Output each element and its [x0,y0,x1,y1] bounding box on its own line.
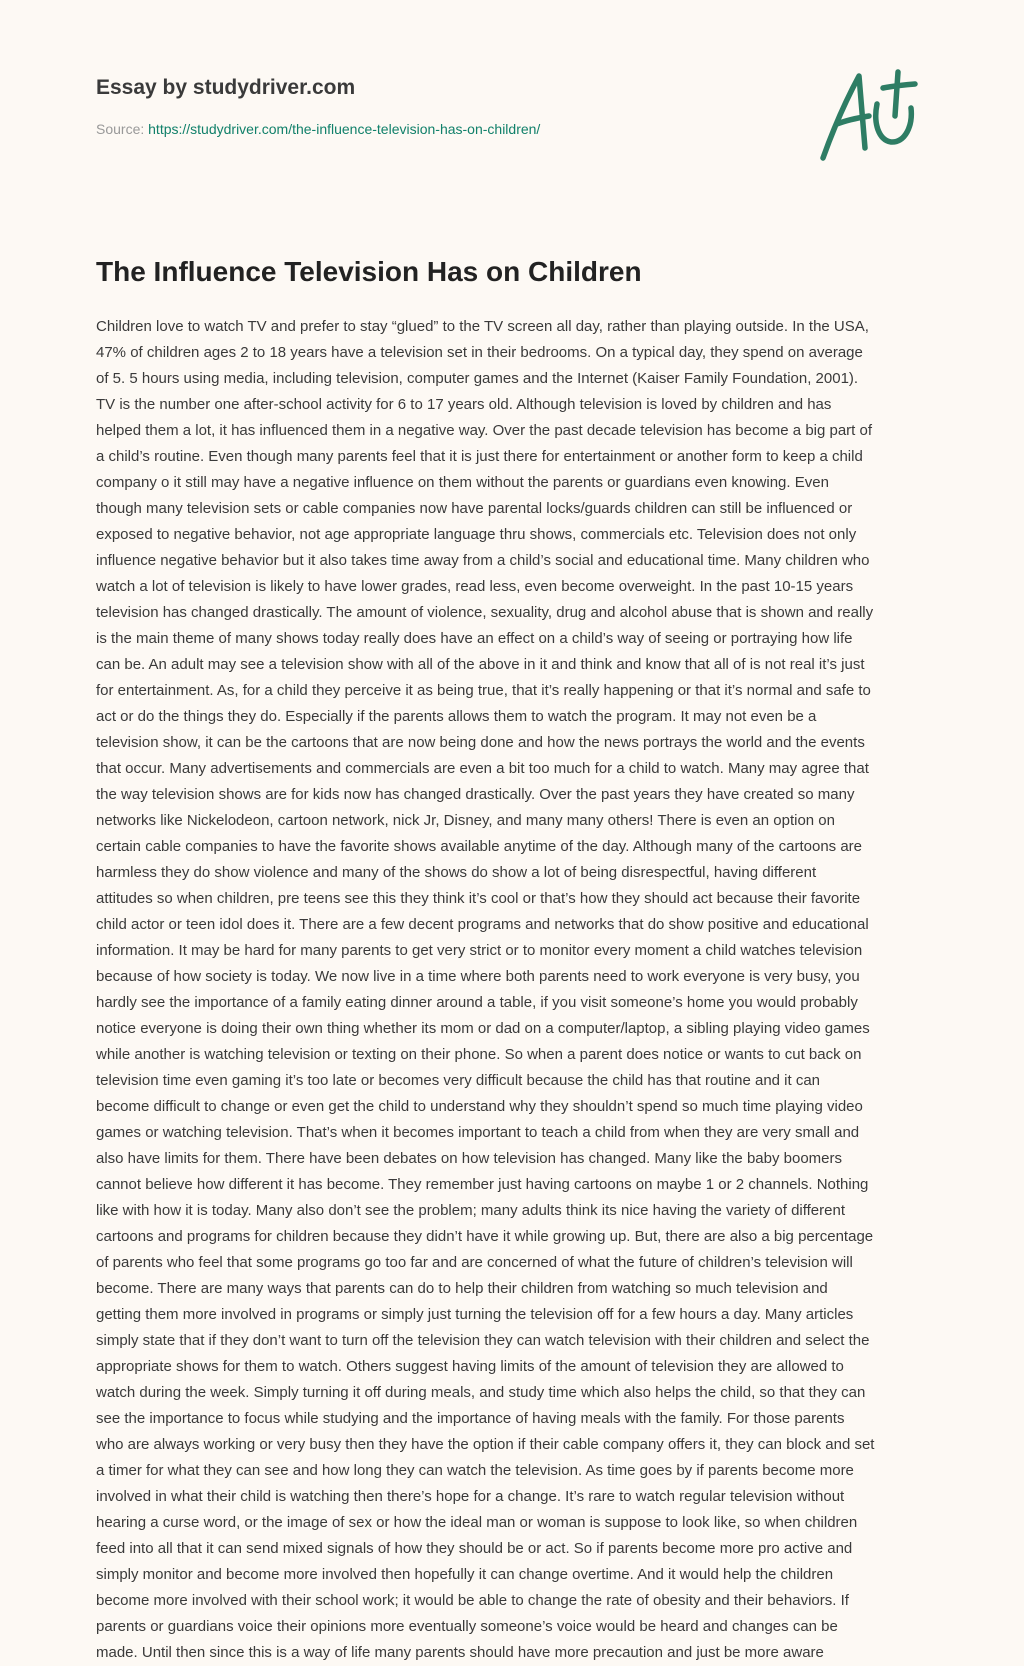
essay-line: notice everyone is doing their own thing whether its mom or dad on a computer/laptop, a sibling playing video games [96,1020,870,1037]
essay-line: become more involved with their school work; it would be able to change the rate of obesity and their behaviors. If [96,1592,849,1609]
essay-body [96,314,926,1666]
essay-line: television show, it can be the cartoons that are now being done and how the news portrays the world and the events [96,734,865,751]
essay-line: also have limits for them. There have been debates on how television has changed. Many like the baby boomers [96,1150,842,1167]
essay-line: simply monitor and become more involved then hopefully it can change overtime. And it would help the children [96,1566,834,1583]
essay-line: that occur. Many advertisements and commercials are even a bit too much for a child to watch. Many may agree that [96,760,869,777]
essay-line: watch a lot of television is likely to have lower grades, read less, even become overweight. In the past 10-15 years [96,578,854,595]
essay-line: television has changed drastically. The amount of violence, sexuality, drug and alcohol abuse that is shown and really [96,604,874,621]
essay-line: hardly see the importance of a family eating dinner around a table, if you visit someone’s home you would probably [96,994,858,1011]
essay-line: like with how it is today. Many also don’t see the problem; many adults think its nice having the variety of different [96,1202,845,1219]
essay-line: games or watching television. That’s when it becomes important to teach a child from when they are very small and [96,1124,860,1141]
essay-line: feed into all that it can send mixed signals of how they should be or act. So if parents become more pro active and [96,1540,853,1557]
essay-line: involved in what their child is watching then there’s hope for a change. It’s rare to watch regular television without [96,1488,845,1505]
essay-line: the way television shows are for kids now has changed drastically. Over the past years they have created so many [96,786,855,803]
essay-line: see the importance to focus while studying and the importance of having meals with the family. For those parents [96,1410,845,1427]
essay-line: parents or guardians voice their opinions more eventually someone’s voice would be heard and changes can be [96,1618,838,1635]
essay-line: become difficult to change or even get the child to understand why they shouldn’t spend so much time playing video [96,1098,863,1115]
essay-line: influence negative behavior but it also takes time away from a child’s social and educational time. Many children who [96,552,870,569]
essay-line: company o it still may have a negative influence on them without the parents or guardians even knowing. Even [96,474,829,491]
essay-line: watch during the week. Simply turning it off during meals, and study time which also helps the child, so that they can [96,1384,866,1401]
essay-line: who are always working or very busy then they have the option if their cable company offers it, they can block and set [96,1436,875,1453]
essay-line: 47% of children ages 2 to 18 years have a television set in their bedrooms. On a typical day, they spend on average [96,344,863,361]
source-link[interactable]: https://studydriver.com/the-influence-television-has-on-children/ [148,121,541,137]
essay-line: a child’s routine. Even though many parents feel that it is just there for entertainment or another form to keep a child [96,448,863,465]
essay-line: cannot believe how different it has become. They remember just having cartoons on maybe 1 or 2 channels. Nothing [96,1176,869,1193]
brand-title: Essay by studydriver.com [96,76,356,99]
essay-line: exposed to negative behavior, not age appropriate language thru shows, commercials etc. Television does not only [96,526,857,543]
essay-line: though many television sets or cable companies now have parental locks/guards children can still be influenced or [96,500,853,517]
essay-line: of 5. 5 hours using media, including television, computer games and the Internet (Kaiser Family Foundation, 2001). [96,370,859,387]
essay-line: harmless they do show violence and many of the shows do show a lot of being disrespectful, having different [96,864,817,881]
essay-line: certain cable companies to have the favorite shows available anytime of the day. Although many of the cartoons are [96,838,863,855]
essay-line: hearing a curse word, or the image of sex or how the ideal man or woman is suppose to look like, so when children [96,1514,858,1531]
essay-line: act or do the things they do. Especially if the parents allows them to watch the program. It may not even be a [96,708,817,725]
essay-line: become. There are many ways that parents can do to help their children from watching so much television and [96,1280,828,1297]
essay-line: information. It may be hard for many parents to get very strict or to monitor every moment a child watches television [96,942,863,959]
a-plus-logo-icon [815,68,925,166]
essay-line: attitudes so when children, pre teens see this they think it’s cool or that’s how they should act because their favorite [96,890,861,907]
essay-line: television time even gaming it’s too late or becomes very difficult because the child has that routine and it can [96,1072,821,1089]
essay-line: is the main theme of many shows today really does have an effect on a child’s way of seeing or portraying how life [96,630,853,647]
source-label: Source: [96,121,149,137]
essay-line: of parents who feel that some programs go too far and are concerned of what the future of children’s television will [96,1254,853,1271]
essay-line: for entertainment. As, for a child they perceive it as being true, that it’s really happening or that it’s normal and safe to [96,682,871,699]
essay-line: TV is the number one after-school activity for 6 to 17 years old. Although television is loved by children and has [96,396,832,413]
essay-line: simply state that if they don’t want to turn off the television they can watch television with their children and select the [96,1332,870,1349]
page-header [96,74,796,138]
essay-line: while another is watching television or texting on their phone. So when a parent does notice or wants to cut back on [96,1046,862,1063]
essay-line: helped them a lot, it has influenced them in a negative way. Over the past decade television has become a big part of [96,422,873,439]
essay-line: made. Until then since this is a way of life many parents should have more precaution and just be more aware [96,1644,824,1661]
essay-line: Children love to watch TV and prefer to stay “glued” to the TV screen all day, rather than playing outside. In the USA, [96,318,869,335]
essay-line: networks like Nickelodeon, cartoon network, nick Jr, Disney, and many many others! There is even an option on [96,812,835,829]
essay-line: a timer for what they can see and how long they can watch the television. As time goes by if parents become more [96,1462,854,1479]
essay-line: because of how society is today. We now live in a time where both parents need to work everyone is very busy, you [96,968,860,985]
essay-line: appropriate shows for them to watch. Others suggest having limits of the amount of television they are allowed to [96,1358,844,1375]
essay-line: can be. An adult may see a television show with all of the above in it and think and know that all of is not real it’s just [96,656,865,673]
essay-title: The Influence Television Has on Children [96,256,642,287]
source-line [96,120,796,138]
essay-line: getting them more involved in programs or simply just turning the television off for a few hours a day. Many articles [96,1306,854,1323]
essay-line: cartoons and programs for children because they didn’t have it while growing up. But, there are also a big percentage [96,1228,874,1245]
essay-line: child actor or teen idol does it. There are a few decent programs and networks that do show positive and educational [96,916,869,933]
